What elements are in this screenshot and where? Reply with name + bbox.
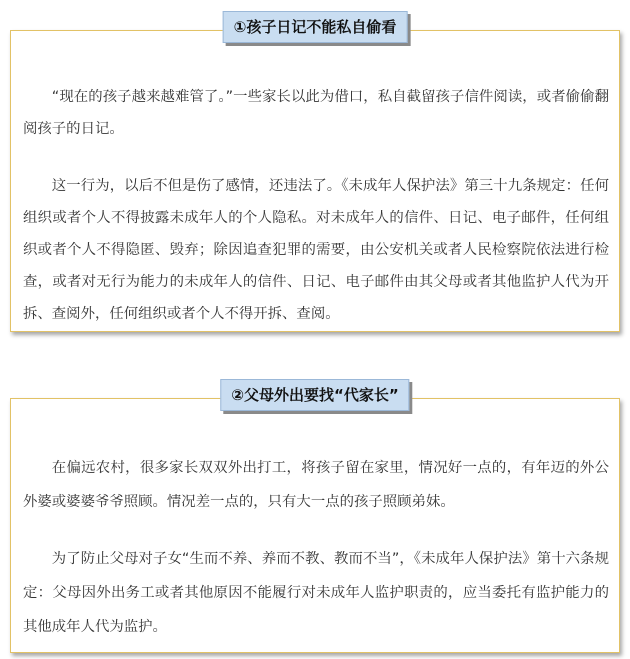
section-substitute-guardian (0, 378, 630, 659)
section-title: ①孩子日记不能私自偷看 (223, 11, 408, 43)
section-title: ②父母外出要找“代家长” (220, 379, 409, 411)
content-card (10, 30, 620, 332)
paragraph: “现在的孩子越来越难管了。”一些家长以此为借口，私自截留孩子信件阅读，或者偷偷翻阅孩子的日记。 (23, 89, 609, 137)
paragraph: 在偏远农村，很多家长双双外出打工，将孩子留在家里，情况好一点的，有年迈的外公外婆或婆婆爷爷照顾。情况差一点的，只有大一点的孩子照顾弟妹。 (23, 460, 609, 510)
paragraph: 这一行为，以后不但是伤了感情，还违法了。《未成年人保护法》第三十九条规定：任何组织或者个人不得披露未成年人的个人隐私。对未成年人的信件、日记、电子邮件，任何组织或者个人不得隐匿、毁弃；除因追查犯罪的需要，由公安机关或者人民检察院依法进行检查，或者对无行为能力的未成年人的信件、日记、电子邮件由其父母或者其他监护人代为开拆、查阅外，任何组织或者个人不得开拆、查阅。 (23, 178, 609, 322)
content-card (10, 398, 620, 653)
paragraph: 为了防止父母对子女“生而不养、养而不教、教而不当”，《未成年人保护法》第十六条规定：父母因外出务工或者其他原因不能履行对未成年人监护职责的，应当委托有监护能力的其他成年人代为监护。 (23, 551, 609, 635)
